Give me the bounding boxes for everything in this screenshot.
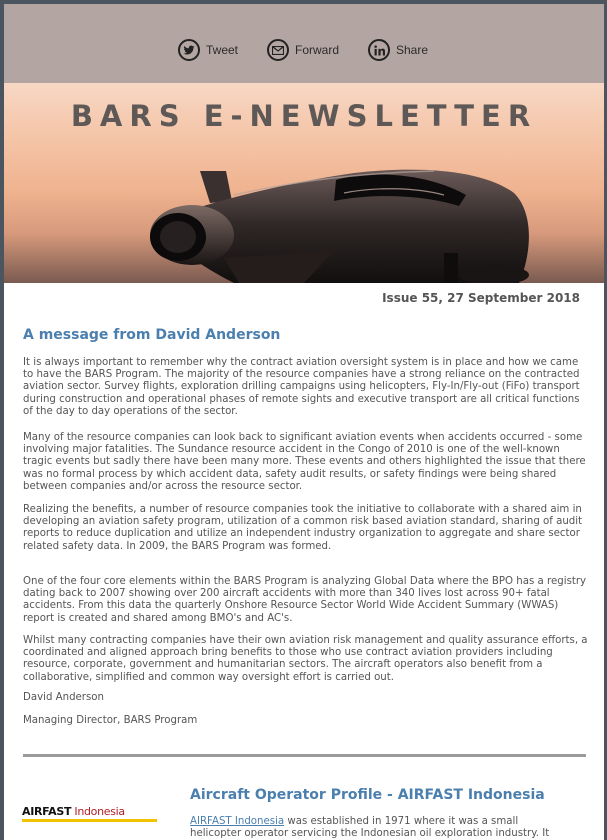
logo-sub-text: Indonesia [71,805,125,818]
forward-label: Forward [295,43,340,57]
message-paragraph-3: Realizing the benefits, a number of resource companies took the initiative to collaborate with a shared aim in developing an aviation safety program, utilization of a common risk based aviation standard, sharing of audit reports to reduce duplication and utilize an independent industry organization to aggregate and share sector related safety data. In 2009, the BARS Program was formed. [23,504,583,552]
message-paragraph-4: One of the four core elements within the BARS Program is analyzing Global Data where the BPO has a registry dating back to 2007 showing over 200 aircraft accidents with more than 340 lives lost across 90+ fatal accidents. From this data the quarterly Onshore Resource Sector World Wide Accident Summary (WWAS) report is created and shared among BMO's and AC's. [23,576,587,624]
tweet-button[interactable] [178,37,238,63]
profile-text [190,816,590,840]
section-divider [23,754,586,757]
signature-name: David Anderson [23,692,104,703]
airfast-logo [22,805,157,822]
message-paragraph-5: Whilst many contracting companies have their own aviation risk management and quality assurance efforts, a coordinated and aligned approach bring benefits to those who use contract aviation providers including resource, corporate, government and humanitarian sectors. The aircraft operators also benefit from a collaborative, simplified and common way oversight effort is carried out. [23,635,588,683]
message-paragraph-2: Many of the resource companies can look back to significant aviation events when accidents occurred - some involving major fatalities. The Sundance resource accident in the Congo of 2010 is one of the well-known tragic events but sadly there have been many more. These events and others highlighted the issue that there was no formal process by which accident data, safety audit results, or safety findings were being shared between companies and/or across the resource sector. [23,432,586,492]
message-heading: A message from David Anderson [23,327,281,343]
newsletter-frame [4,4,604,840]
linkedin-icon [368,39,390,61]
profile-text-line2: helicopter operator servicing the Indonesian oil exploration industry. It [190,828,550,840]
message-paragraph-1: It is always important to remember why the contract aviation oversight system is in place and how we came to have the BARS Program. The majority of the resource companies have a strong reliance on the contracted aviation sector. Survey flights, exploration drilling campaigns using helicopters, Fly-In/Fly-out (FiFo) transport during construction and operational phases of remote sights and executive transport are all critical functions of the day to day operations of the sector. [23,357,580,417]
tweet-label: Tweet [206,43,239,57]
envelope-icon [267,39,289,61]
airfast-link[interactable]: AIRFAST Indonesia [190,816,285,827]
hero-banner [4,83,604,283]
profile-heading: Aircraft Operator Profile - AIRFAST Indonesia [190,787,545,803]
issue-date: Issue 55, 27 September 2018 [382,291,580,305]
share-button[interactable] [368,37,428,63]
newsletter-title: BARS E-NEWSLETTER [70,99,538,133]
logo-main-text: AIRFAST [22,805,72,818]
signature-title: Managing Director, BARS Program [23,715,198,726]
share-bar [4,4,604,83]
twitter-icon [178,39,200,61]
share-label: Share [396,43,429,57]
profile-text-line1: was established in 1971 where it was a small [284,816,519,827]
forward-button[interactable] [267,37,339,63]
